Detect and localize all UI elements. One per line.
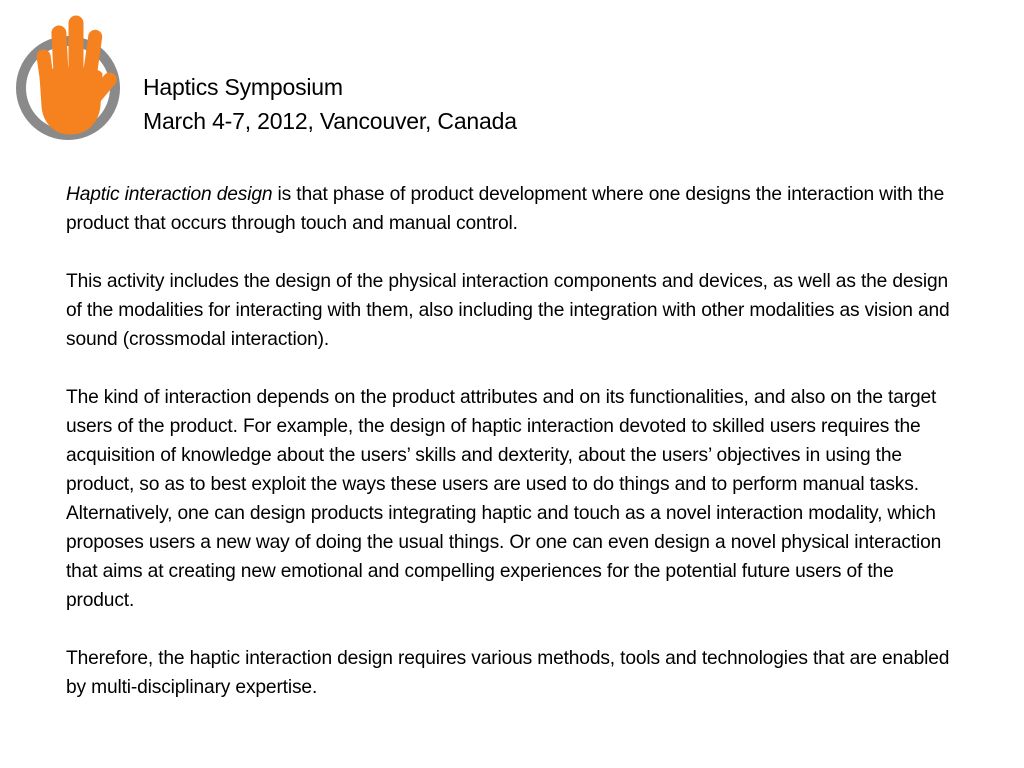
event-date-location: March 4-7, 2012, Vancouver, Canada xyxy=(143,108,517,134)
paragraph-activity: This activity includes the design of the physical interaction components and devices, as well as the design of the modalities for interacting with them, also including the integration with other modalities as vision and sound (crossmodal interaction). xyxy=(66,271,950,350)
body-text xyxy=(66,180,966,702)
orange-hand-icon xyxy=(10,6,130,146)
term-emphasis: Haptic interaction design xyxy=(66,184,273,205)
page-title: Haptics Symposium xyxy=(143,74,343,100)
paragraph-conclusion: Therefore, the haptic interaction design requires various methods, tools and technologies that are enabled by multi-disciplinary expertise. xyxy=(66,648,950,698)
definition-text: is that phase of product development where one designs the interaction with the product that occurs through touch and manual control. xyxy=(66,184,945,234)
paragraph-interaction-kind: The kind of interaction depends on the product attributes and on its functionalities, and also on the target users of the product. For example, the design of haptic interaction devoted to skilled users requires the acquisition of knowledge about the users’ skills and dexterity, about the users’ objectives in using the product, so as to best exploit the ways these users are used to do things and to perform manual tasks. Alternatively, one can design products integrating haptic and touch as a novel interaction modality, which proposes users a new way of doing the usual things. Or one can even design a novel physical interaction that aims at creating new emotional and compelling experiences for the potential future users of the product. xyxy=(66,387,942,611)
header xyxy=(143,70,517,138)
paragraph-definition xyxy=(66,180,966,238)
